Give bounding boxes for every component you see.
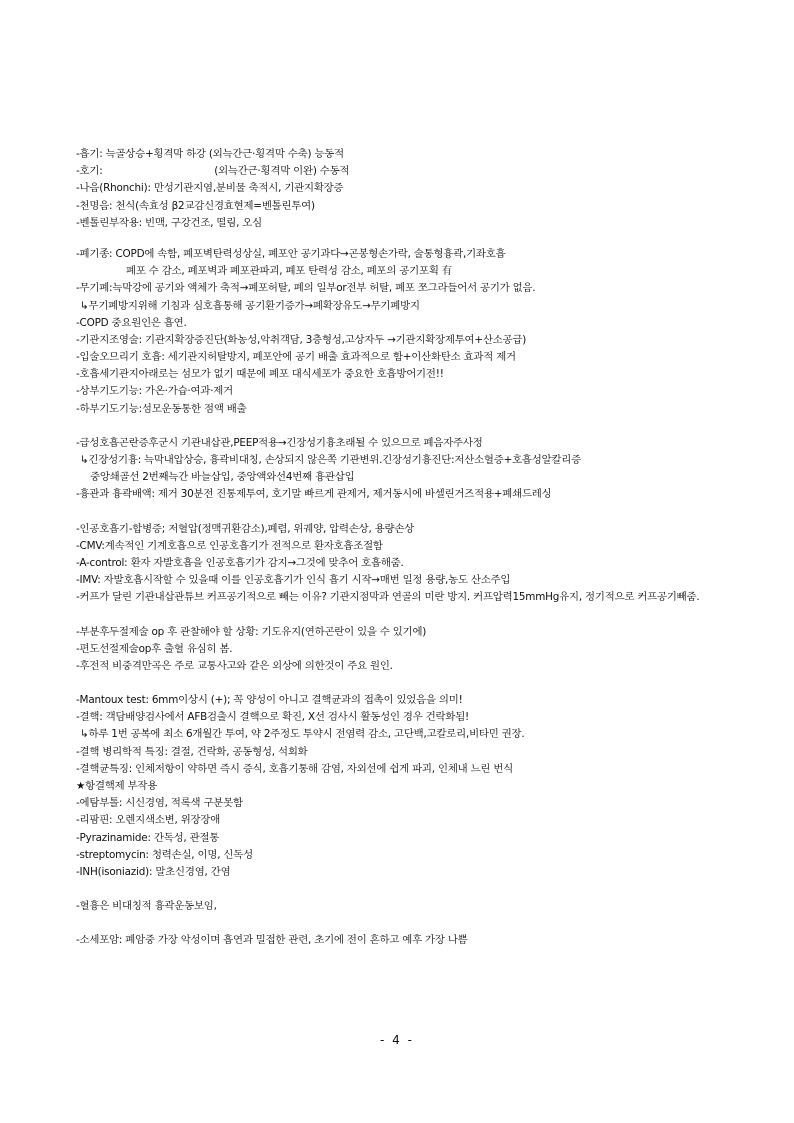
note-line: ★항결핵제 부작용: [76, 780, 158, 793]
note-line: 중앙쇄골선 2번째늑간 바늘삽입, 중앙액와선4번째 흉관삽입: [90, 471, 355, 484]
note-line: -INH(isoniazid): 말초신경염, 간염: [76, 865, 231, 878]
note-line: -상부기도기능: 가온·가습·여과·제거: [76, 385, 233, 398]
note-line: -나음(Rhonchi): 만성기관지염,분비물 축적시, 기관지확장증: [76, 182, 344, 195]
note-line: -Mantoux test: 6mm이상시 (+); 꼭 양성이 아니고 결핵균과의 접촉이 있었음을 의미!: [76, 694, 463, 707]
note-line: -천명음: 천식(속효성 β2교감신경효현제=벤톨린투여): [76, 199, 315, 212]
note-line: -하부기도기능:섬모운동통한 점액 배출: [76, 402, 247, 415]
note-line: -소세포암: 폐암중 가장 악성이며 흡연과 밀접한 관련, 초기에 전이 흔하고 예후 가장 나쁨: [76, 934, 468, 947]
note-line: -벤톨린부작용: 빈맥, 구강건조, 떨림, 오심: [76, 216, 262, 229]
note-line: -인공호흡기-합병증; 저혈압(정맥귀환감소),폐렴, 위궤양, 압력손상, 용량손상: [76, 522, 415, 535]
note-line: -Pyrazinamide: 간독성, 관절통: [76, 831, 220, 844]
note-line: -흉관과 흉곽배액: 제거 30분전 진통제투여, 호기말 빠르게 관제거, 제거동시에 바셀린거즈적용+폐쇄드레싱: [76, 488, 552, 501]
note-line: -호기: (외늑간근·횡격막 이완) 수동적: [76, 165, 350, 178]
note-line: -호흡세기관지아래로는 섬모가 없기 때문에 폐포 대식세포가 중요한 호흡방어기전!!: [76, 368, 444, 381]
note-line: -리팜핀: 오렌지색소변, 위장장애: [76, 814, 221, 827]
note-line: ↳무기폐방지위해 기침과 심호흡통해 공기환기증가→폐확장유도→무기폐방지: [80, 299, 420, 312]
note-line: -부분후두절제술 op 후 관찰해야 할 상황: 기도유지(연하곤란이 있을 수 있기에): [76, 625, 427, 638]
notes-body: [76, 146, 724, 950]
note-line: -A-control: 환자 자발호흡을 인공호흡기가 감지→그것에 맞추어 호흡해줌.: [76, 556, 404, 569]
note-line: -CMV:계속적인 기계호흡으로 인공호흡기가 전적으로 환자호흡조절함: [76, 539, 383, 552]
note-line: -편도선절제술op후 출혈 유심히 봄.: [76, 642, 233, 655]
note-line: -결핵: 객담배양검사에서 AFB검출시 결핵으로 확진, X선 검사시 활동성인 경우 건락화됨!: [76, 711, 470, 724]
note-line: -COPD 중요원인은 흡연.: [76, 316, 187, 329]
note-line: -결핵균특징: 인체저항이 약하면 즉시 증식, 호흡기통해 감염, 자외선에 쉽게 파괴, 인체내 느린 번식: [76, 762, 514, 775]
note-line: -후전적 비중격만곡은 주로 교통사고와 같은 외상에 의한것이 주요 원인.: [76, 659, 393, 672]
note-line: -IMV: 자발호흡시작할 수 있을때 이를 인공호흡기가 인식 흡기 시작→매번 일정 용량,농도 산소주입: [76, 574, 511, 587]
note-line: -혈흉은 비대칭적 흉곽운동보임,: [76, 900, 217, 913]
note-line: -흡기: 늑골상승+횡격막 하강 (외늑간근·횡격막 수축) 능동적: [76, 148, 344, 160]
note-line: -무기폐:늑막강에 공기와 액체가 축적→폐포허탈, 폐의 일부or전부 허탈, 폐포 쪼그라들어서 공기가 없음.: [76, 282, 536, 295]
note-line: -커프가 달린 기관내삽관튜브 커프공기적으로 빼는 이유? 기관지점막과 연골의 미란 방지. 커프압력15mmHg유지, 정기적으로 커프공기빼줌.: [76, 591, 700, 604]
note-line: -기관지조영술: 기관지확장증진단(화농성,악취객담, 3층형성,고상자두 →기관지확장제투여+산소공급): [76, 333, 527, 346]
note-line: -입술오므리기 호흡: 세기관지허탈방지, 폐포안에 공기 배출 효과적으로 함+이산화탄소 효과적 제거: [76, 351, 516, 364]
page-number: - 4 -: [380, 1033, 414, 1047]
note-line: ↳긴장성기흉: 늑막내압상승, 흉곽비대칭, 손상되지 않은쪽 기관변위.긴장성기흉진단:저산소혈증+호흡성알칼리증: [80, 454, 581, 466]
note-line: 폐포 수 감소, 폐포벽과 폐포관파괴, 폐포 탄력성 감소, 폐포의 공기포획 有: [126, 265, 452, 278]
note-line: -streptomycin: 청력손실, 이명, 신독성: [76, 848, 253, 861]
note-line: -에탐부톨: 시신경염, 적록색 구분못함: [76, 797, 243, 810]
note-line: ↳하루 1번 공복에 최소 6개월간 투여, 약 2주정도 투약시 전염력 감소, 고단백,고칼로리,비타민 권장.: [80, 728, 525, 741]
note-line: -폐기종: COPD에 속함, 폐포벽탄력성상실, 폐포안 공기과다→곤봉형손가락, 술통형흉곽,기좌호흡: [76, 247, 506, 260]
note-line: -결핵 병리학적 특징: 결절, 건락화, 공동형성, 석회화: [76, 745, 308, 758]
note-line: -급성호흡곤란증후군시 기관내삽관,PEEP적용→긴장성기흉초래될 수 있으므로 폐음자주사정: [76, 436, 483, 449]
